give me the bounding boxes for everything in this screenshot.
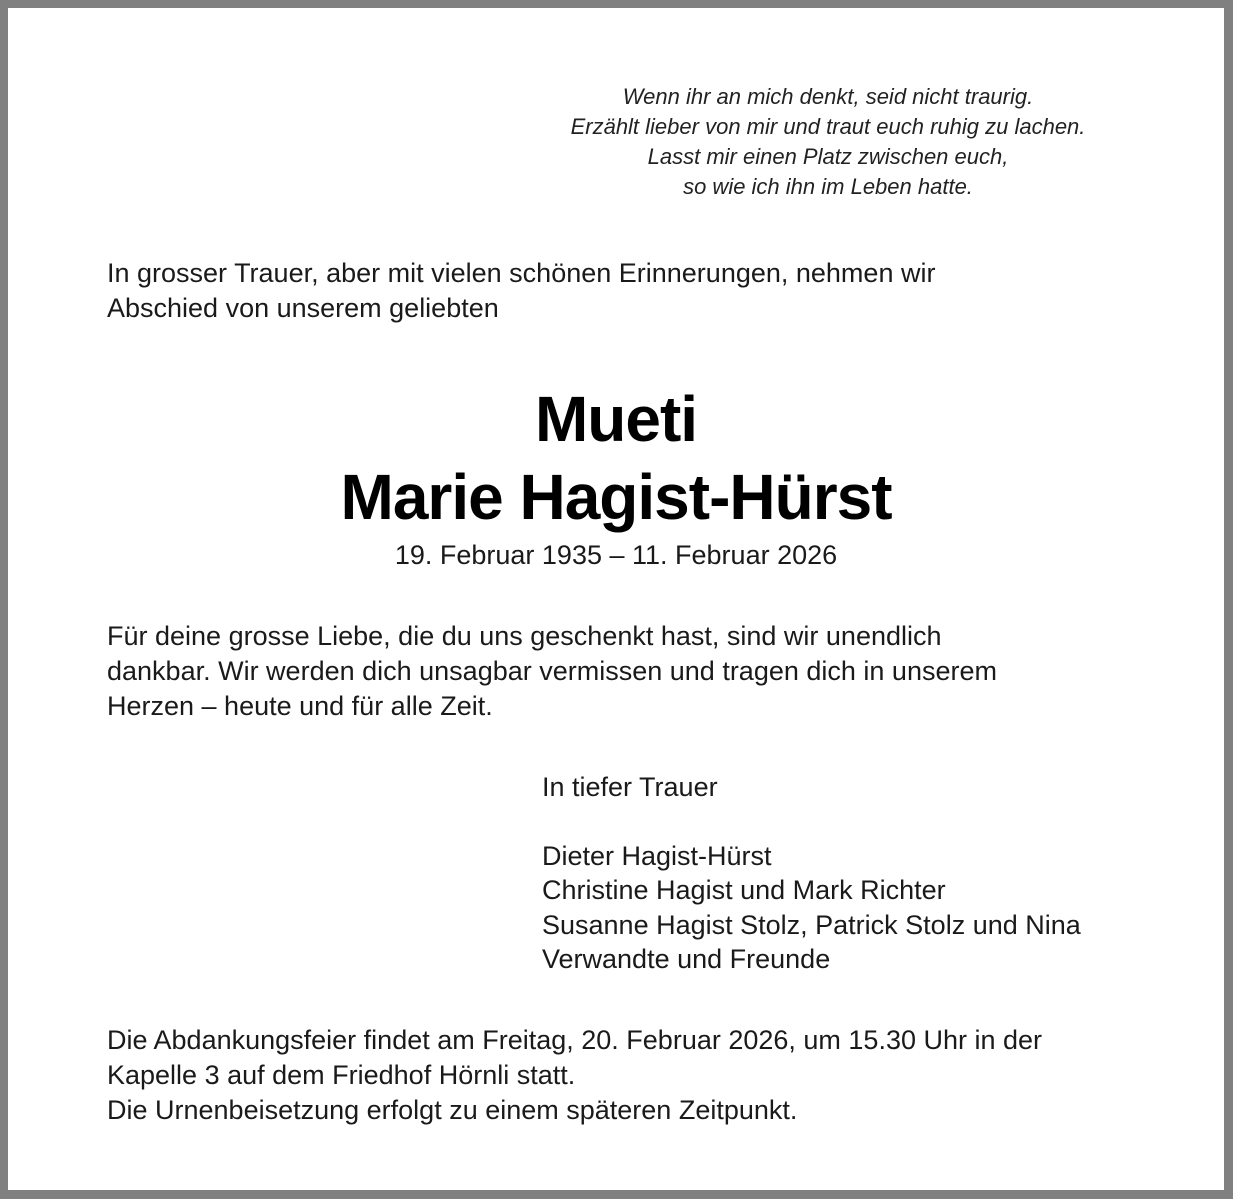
intro-line: Abschied von unserem geliebten [107,293,499,323]
life-dates: 19. Februar 1935 – 11. Februar 2026 [394,540,838,570]
poem-line: Wenn ihr an mich denkt, seid nicht traurig. [622,84,1034,109]
intro-line: In grosser Trauer, aber mit vielen schönen Erinnerungen, nehmen wir [107,258,936,288]
mourners-list [542,770,1182,977]
mourner-name: Christine Hagist und Mark Richter [542,875,946,905]
mourners-heading: In tiefer Trauer [542,772,718,802]
deceased-block [8,380,1224,572]
gratitude-line: dankbar. Wir werden dich unsagbar vermissen und tragen dich in unserem [107,656,997,686]
service-line: Kapelle 3 auf dem Friedhof Hörnli statt. [107,1060,576,1090]
poem-line: Lasst mir einen Platz zwischen euch, [647,144,1009,169]
mourner-name: Susanne Hagist Stolz, Patrick Stolz und Nina [542,909,1081,940]
service-info [107,1023,1147,1128]
gratitude-line: Herzen – heute und für alle Zeit. [107,691,493,721]
poem-line: Erzählt lieber von mir und traut euch ruhig zu lachen. [570,114,1086,139]
service-line: Die Abdankungsfeier findet am Freitag, 20. Februar 2026, um 15.30 Uhr in der [107,1025,1043,1055]
service-line: Die Urnenbeisetzung erfolgt zu einem späteren Zeitpunkt. [107,1095,798,1125]
poem-line: so wie ich ihn im Leben hatte. [683,174,973,199]
obituary-notice [8,8,1224,1190]
gratitude-line: Für deine grosse Liebe, die du uns geschenkt hast, sind wir unendlich [107,621,942,651]
intro-text [107,256,1117,326]
gratitude-text [107,619,1117,724]
memorial-poem [528,82,1128,202]
mourner-name: Dieter Hagist-Hürst [542,840,772,871]
mourner-name: Verwandte und Freunde [542,944,831,974]
deceased-full-name: Marie Hagist-Hürst [340,461,892,533]
deceased-nickname: Mueti [534,383,698,455]
